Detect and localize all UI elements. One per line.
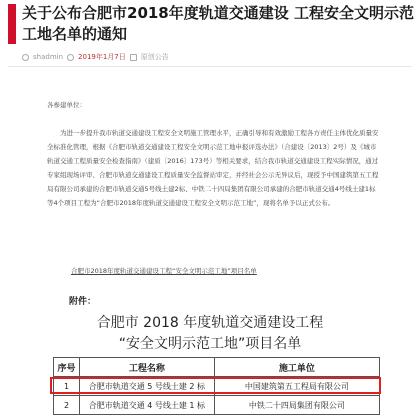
table-header-contractor: 施工单位 <box>214 358 379 377</box>
article-body: 为进一步提升我市轨道交通建设工程安全文明施工管理水平，正确引导和有效激励工程各方责任主体优化质量安全标准化管理，根据《合肥市轨道交通建设工程安全文明示范工地申报评选办法》（合建设〔2013〕2号）及《城市轨道交通工程质量安全检查指南》（建质〔2016〕173号）等相关要求，结合我市轨道交通建设工程实际情况，通过专家组现场评审、合肥市轨道交通建设工程质量安全监督站审定，并经社会公示无异议后，现授予中国建筑第五工程局有限公司承建的合肥市轨道交通5号线土建2标、中铁二十四局集团有限公司承建的合肥市轨道交通4号线土建1标等4个项目工程为“合肥市2018年度轨道交通建设工程安全文明示范工地”，现将名单予以正式公布。 <box>47 129 379 207</box>
article-author[interactable]: shadmin <box>33 53 64 61</box>
user-icon <box>22 54 29 61</box>
table-row <box>54 396 380 415</box>
article-meta <box>22 52 169 62</box>
clock-icon <box>67 54 74 61</box>
article-date: 2019年1月7日 <box>78 53 126 61</box>
table-header-row <box>54 358 380 377</box>
project-table <box>53 357 380 415</box>
attachment-title-line1: 合肥市 2018 年度轨道交通建设工程 <box>96 315 324 331</box>
table-cell-contractor: 中国建筑第五工程局有限公司 <box>214 377 379 396</box>
article-source: 原创公告 <box>140 53 169 61</box>
table-cell-project: 合肥市轨道交通 4 号线土建 1 标 <box>79 396 214 415</box>
attachment-label: 附件： <box>69 297 97 307</box>
table-cell-project: 合肥市轨道交通 5 号线土建 2 标 <box>79 377 214 396</box>
attachment-link[interactable]: 合肥市2018年度轨道交通建设工程“安全文明示范工地”项目名单 <box>71 267 257 275</box>
divider <box>8 66 412 67</box>
salutation: 各参建单位： <box>47 101 86 109</box>
attachment-title-line2: “安全文明示范工地”项目名单 <box>118 336 302 352</box>
title-accent-bar <box>8 4 16 44</box>
article-title: 关于公布合肥市2018年度轨道交通建设 工程安全文明示范工地名单的通知 <box>22 4 414 43</box>
table-cell-contractor: 中铁二十四局集团有限公司 <box>214 396 379 415</box>
source-icon <box>130 54 137 61</box>
table-header-index: 序号 <box>54 358 80 377</box>
table-cell-index: 1 <box>54 377 80 396</box>
table-header-project: 工程名称 <box>79 358 214 377</box>
table-cell-index: 2 <box>54 396 80 415</box>
table-row <box>54 377 380 396</box>
